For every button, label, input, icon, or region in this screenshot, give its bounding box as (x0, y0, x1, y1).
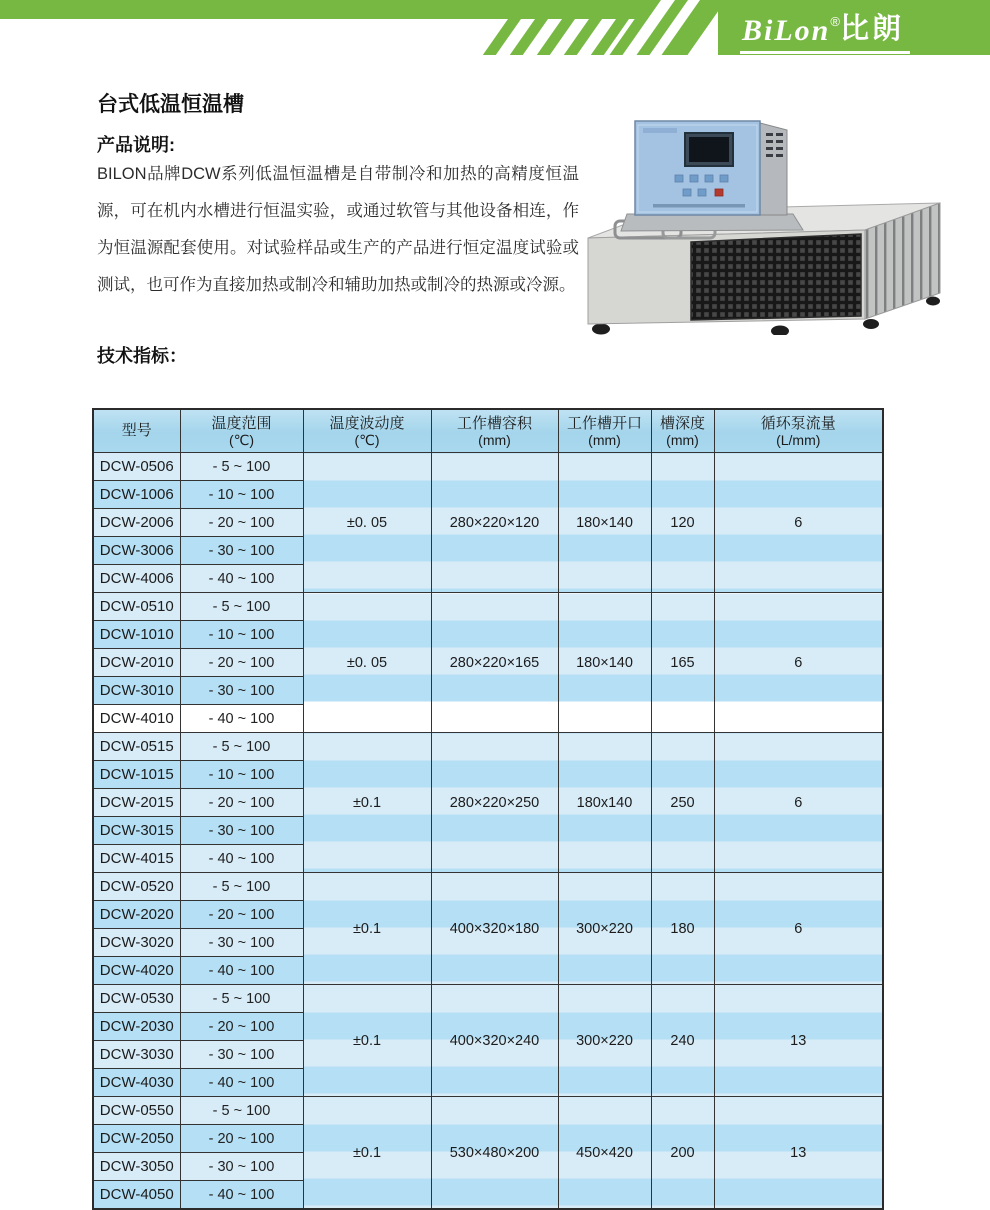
model-cell: DCW-4006 (93, 565, 180, 593)
temp-range-cell: - 30 ~ 100 (180, 929, 303, 957)
temp-range-cell: - 5 ~ 100 (180, 1097, 303, 1125)
fluctuation-cell: ±0.1 (303, 733, 431, 873)
temp-range-cell: - 5 ~ 100 (180, 453, 303, 481)
model-cell: DCW-3006 (93, 537, 180, 565)
model-cell: DCW-4030 (93, 1069, 180, 1097)
model-cell: DCW-3010 (93, 677, 180, 705)
temp-range-cell: - 40 ~ 100 (180, 845, 303, 873)
model-cell: DCW-1006 (93, 481, 180, 509)
model-cell: DCW-1010 (93, 621, 180, 649)
column-header-4: 工作槽开口 (mm) (558, 409, 651, 453)
model-cell: DCW-0520 (93, 873, 180, 901)
fluctuation-cell: ±0. 05 (303, 453, 431, 593)
opening-cell: 180×140 (558, 453, 651, 593)
model-cell: DCW-2015 (93, 789, 180, 817)
depth-cell: 120 (651, 453, 714, 593)
flow-cell: 6 (714, 453, 883, 593)
model-cell: DCW-3050 (93, 1153, 180, 1181)
temp-range-cell: - 30 ~ 100 (180, 1041, 303, 1069)
brand-logo (740, 6, 910, 54)
opening-cell: 300×220 (558, 985, 651, 1097)
table-row (93, 733, 883, 761)
model-cell: DCW-0530 (93, 985, 180, 1013)
model-cell: DCW-0506 (93, 453, 180, 481)
temp-range-cell: - 40 ~ 100 (180, 705, 303, 733)
depth-cell: 250 (651, 733, 714, 873)
temp-range-cell: - 20 ~ 100 (180, 901, 303, 929)
temp-range-cell: - 20 ~ 100 (180, 649, 303, 677)
temp-range-cell: - 10 ~ 100 (180, 621, 303, 649)
fluctuation-cell: ±0.1 (303, 985, 431, 1097)
temp-range-cell: - 5 ~ 100 (180, 593, 303, 621)
thermostat-bath-image (575, 103, 970, 335)
volume-cell: 280×220×250 (431, 733, 558, 873)
spec-table (92, 408, 884, 1210)
header-band (0, 0, 990, 55)
temp-range-cell: - 40 ~ 100 (180, 1181, 303, 1210)
model-cell: DCW-2020 (93, 901, 180, 929)
volume-cell: 530×480×200 (431, 1097, 558, 1210)
model-cell: DCW-4010 (93, 705, 180, 733)
table-row (93, 985, 883, 1013)
model-cell: DCW-3020 (93, 929, 180, 957)
column-header-5: 槽深度 (mm) (651, 409, 714, 453)
model-cell: DCW-4050 (93, 1181, 180, 1210)
fluctuation-cell: ±0.1 (303, 1097, 431, 1210)
flow-cell: 6 (714, 733, 883, 873)
opening-cell: 300×220 (558, 873, 651, 985)
model-cell: DCW-2010 (93, 649, 180, 677)
table-header-row (93, 409, 883, 453)
column-header-6: 循环泵流量 (L/mm) (714, 409, 883, 453)
temp-range-cell: - 30 ~ 100 (180, 537, 303, 565)
product-photo (575, 103, 970, 335)
temp-range-cell: - 20 ~ 100 (180, 509, 303, 537)
temp-range-cell: - 5 ~ 100 (180, 985, 303, 1013)
model-cell: DCW-0550 (93, 1097, 180, 1125)
model-cell: DCW-3030 (93, 1041, 180, 1069)
registered-mark-icon: ® (830, 14, 840, 29)
column-header-2: 温度波动度 (℃) (303, 409, 431, 453)
temp-range-cell: - 10 ~ 100 (180, 481, 303, 509)
brand-logo-cjk: 比朗 (839, 13, 904, 45)
temp-range-cell: - 20 ~ 100 (180, 1125, 303, 1153)
temp-range-cell: - 5 ~ 100 (180, 873, 303, 901)
fluctuation-cell: ±0.1 (303, 873, 431, 985)
header-green-bar (0, 0, 648, 19)
depth-cell: 165 (651, 593, 714, 733)
column-header-0: 型号 (93, 409, 180, 453)
volume-cell: 400×320×180 (431, 873, 558, 985)
temp-range-cell: - 30 ~ 100 (180, 817, 303, 845)
temp-range-cell: - 30 ~ 100 (180, 677, 303, 705)
table-row (93, 593, 883, 621)
product-description: BILON品牌DCW系列低温恒温槽是自带制冷和加热的高精度恒温源，可在机内水槽进行恒温实验，或通过软管与其他设备相连，作为恒温源配套使用。对试验样品或生产的产品进行恒定温度试验或测试，也可作为直接加热或制冷和辅助加热或制冷的热源或冷源。 (97, 165, 579, 294)
opening-cell: 450×420 (558, 1097, 651, 1210)
table-row (93, 1097, 883, 1125)
brand-logo-script: BiLon (742, 14, 831, 47)
column-header-3: 工作槽容积 (mm) (431, 409, 558, 453)
model-cell: DCW-4015 (93, 845, 180, 873)
model-cell: DCW-0515 (93, 733, 180, 761)
column-header-1: 温度范围 (℃) (180, 409, 303, 453)
flow-cell: 13 (714, 1097, 883, 1210)
fluctuation-cell: ±0. 05 (303, 593, 431, 733)
depth-cell: 180 (651, 873, 714, 985)
model-cell: DCW-3015 (93, 817, 180, 845)
technical-specs-heading: 技术指标： (97, 346, 187, 366)
table-row (93, 873, 883, 901)
depth-cell: 200 (651, 1097, 714, 1210)
temp-range-cell: - 5 ~ 100 (180, 733, 303, 761)
model-cell: DCW-0510 (93, 593, 180, 621)
model-cell: DCW-2050 (93, 1125, 180, 1153)
table-row (93, 453, 883, 481)
flow-cell: 6 (714, 873, 883, 985)
volume-cell: 280×220×165 (431, 593, 558, 733)
model-cell: DCW-2030 (93, 1013, 180, 1041)
page-title: 台式低温恒温槽 (97, 93, 244, 116)
flow-cell: 6 (714, 593, 883, 733)
depth-cell: 240 (651, 985, 714, 1097)
temp-range-cell: - 40 ~ 100 (180, 1069, 303, 1097)
opening-cell: 180x140 (558, 733, 651, 873)
temp-range-cell: - 40 ~ 100 (180, 957, 303, 985)
model-cell: DCW-1015 (93, 761, 180, 789)
model-cell: DCW-4020 (93, 957, 180, 985)
product-description-heading: 产品说明: (97, 135, 175, 155)
volume-cell: 400×320×240 (431, 985, 558, 1097)
opening-cell: 180×140 (558, 593, 651, 733)
volume-cell: 280×220×120 (431, 453, 558, 593)
temp-range-cell: - 10 ~ 100 (180, 761, 303, 789)
temp-range-cell: - 20 ~ 100 (180, 789, 303, 817)
flow-cell: 13 (714, 985, 883, 1097)
temp-range-cell: - 20 ~ 100 (180, 1013, 303, 1041)
temp-range-cell: - 40 ~ 100 (180, 565, 303, 593)
temp-range-cell: - 30 ~ 100 (180, 1153, 303, 1181)
model-cell: DCW-2006 (93, 509, 180, 537)
